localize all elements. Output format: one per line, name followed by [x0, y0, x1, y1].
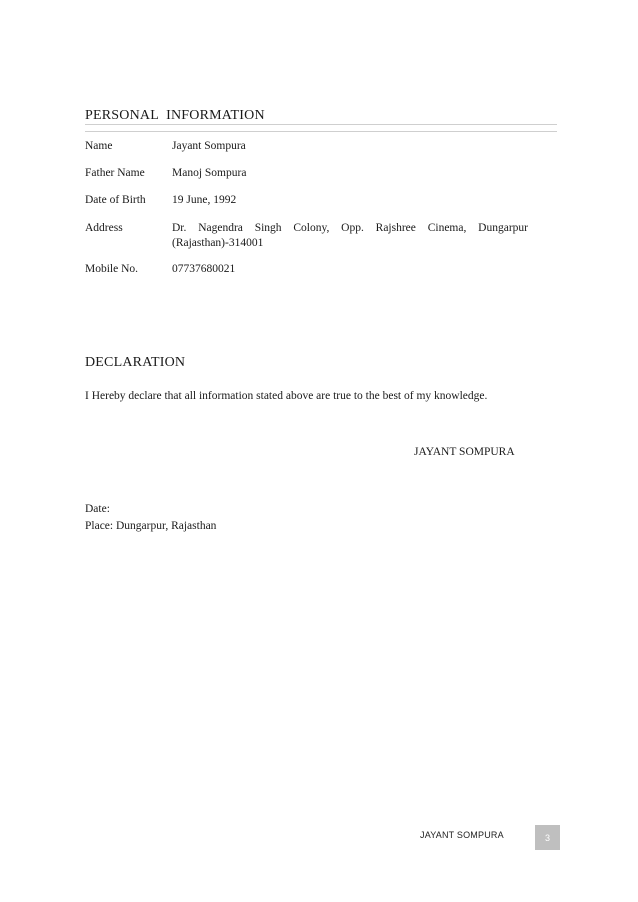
info-value: 19 June, 1992: [172, 194, 237, 206]
page-number-badge: 3: [535, 825, 560, 850]
info-value: Dr. Nagendra Singh Colony, Opp. Rajshree Cinema, Dungarpur (Rajasthan)-314001: [172, 222, 528, 249]
info-label: Father Name: [85, 167, 145, 179]
declaration-heading: DECLARATION: [85, 355, 186, 370]
info-label: Mobile No.: [85, 263, 139, 275]
section-divider-top: [85, 124, 557, 125]
declaration-text: I Hereby declare that all information stated above are true to the best of my knowledge.: [85, 390, 488, 402]
place-line: Place: Dungarpur, Rajasthan: [85, 520, 217, 532]
personal-information-heading: PERSONAL INFORMATION: [85, 108, 265, 123]
info-label: Date of Birth: [85, 194, 146, 206]
info-value: 07737680021: [172, 263, 236, 275]
date-line: Date:: [85, 503, 110, 515]
info-value: Jayant Sompura: [172, 140, 246, 152]
info-value: Manoj Sompura: [172, 167, 247, 179]
signature-name: JAYANT SOMPURA: [414, 446, 515, 458]
info-label: Name: [85, 140, 113, 152]
section-divider-bottom: [85, 131, 557, 132]
info-label: Address: [85, 222, 123, 234]
footer-name: JAYANT SOMPURA: [420, 830, 504, 840]
